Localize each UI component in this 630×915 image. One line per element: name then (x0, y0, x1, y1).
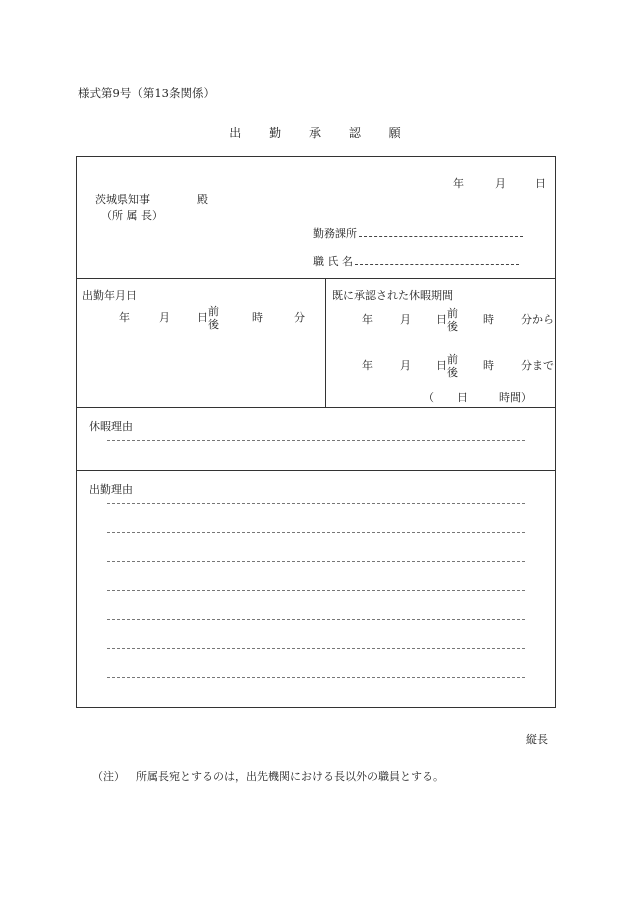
leave-from-suffix: 分から (521, 313, 554, 326)
leave-reason-label: 休暇理由 (89, 420, 133, 433)
leave-total-row (423, 389, 532, 405)
workplace-field[interactable] (359, 226, 523, 237)
footnote-marker: （注） (92, 770, 125, 783)
divider (77, 470, 555, 471)
title-char: 出 (229, 126, 242, 140)
approved-leave-label: 既に承認された休暇期間 (332, 289, 453, 302)
title-char: 承 (308, 126, 321, 140)
form-number: 様式第9号（第13条関係） (78, 86, 215, 100)
orientation-note: 縦長 (526, 733, 548, 746)
header-day-label: 日 (535, 177, 546, 190)
leave-until-suffix: 分まで (521, 359, 554, 372)
name-label: 職 氏 名 (313, 255, 353, 268)
work-year-label: 年 (119, 311, 130, 324)
am-pm-selector: 前 後 (447, 307, 458, 333)
name-row (313, 253, 519, 269)
addressee: 茨城県知事 (95, 193, 150, 206)
work-day-label: 日 (197, 311, 208, 324)
work-reason-line[interactable] (107, 561, 525, 562)
work-reason-line[interactable] (107, 677, 525, 678)
work-reason-line[interactable] (107, 648, 525, 649)
divider (325, 278, 326, 407)
leave-until-year: 年 (362, 359, 373, 372)
work-reason-line[interactable] (107, 590, 525, 591)
header-year-label: 年 (453, 177, 464, 190)
leave-total-open: （ (423, 391, 434, 404)
divider (77, 407, 555, 408)
header-month-label: 月 (495, 177, 506, 190)
addressee-alt: （所 属 長） (101, 209, 163, 222)
leave-from-row (362, 307, 554, 333)
leave-total-day: 日 (457, 391, 468, 404)
workplace-row (313, 225, 523, 241)
page-title (0, 124, 630, 141)
addressee-line (95, 191, 208, 207)
leave-until-day: 日 (436, 359, 447, 372)
title-char: 勤 (269, 126, 282, 140)
am-pm-selector: 前 後 (447, 353, 458, 379)
footnote (92, 768, 444, 784)
leave-from-hour: 時 (483, 313, 494, 326)
workplace-label: 勤務課所 (313, 227, 357, 240)
leave-reason-line[interactable] (107, 440, 525, 441)
divider (77, 278, 555, 279)
title-char: 願 (388, 126, 401, 140)
footnote-text: 所属長宛とするのは，出先機関における長以外の職員とする。 (136, 770, 444, 783)
name-field[interactable] (355, 254, 519, 265)
leave-until-row (362, 353, 554, 379)
am-pm-selector: 前 後 (208, 305, 219, 331)
leave-until-month: 月 (400, 359, 411, 372)
work-hour-label: 時 (252, 311, 263, 324)
work-reason-line[interactable] (107, 619, 525, 620)
title-char: 認 (348, 126, 361, 140)
work-reason-label: 出勤理由 (89, 483, 133, 496)
work-date-values (119, 305, 305, 331)
leave-from-month: 月 (400, 313, 411, 326)
leave-from-day: 日 (436, 313, 447, 326)
work-month-label: 月 (159, 311, 170, 324)
leave-total-hours: 時間） (499, 391, 532, 404)
work-reason-line[interactable] (107, 503, 525, 504)
honorific: 殿 (197, 193, 208, 206)
work-date-label: 出勤年月日 (82, 289, 137, 302)
work-minute-label: 分 (294, 311, 305, 324)
work-reason-line[interactable] (107, 532, 525, 533)
form-box (76, 156, 556, 708)
leave-from-year: 年 (362, 313, 373, 326)
leave-until-hour: 時 (483, 359, 494, 372)
header-date (453, 175, 546, 191)
